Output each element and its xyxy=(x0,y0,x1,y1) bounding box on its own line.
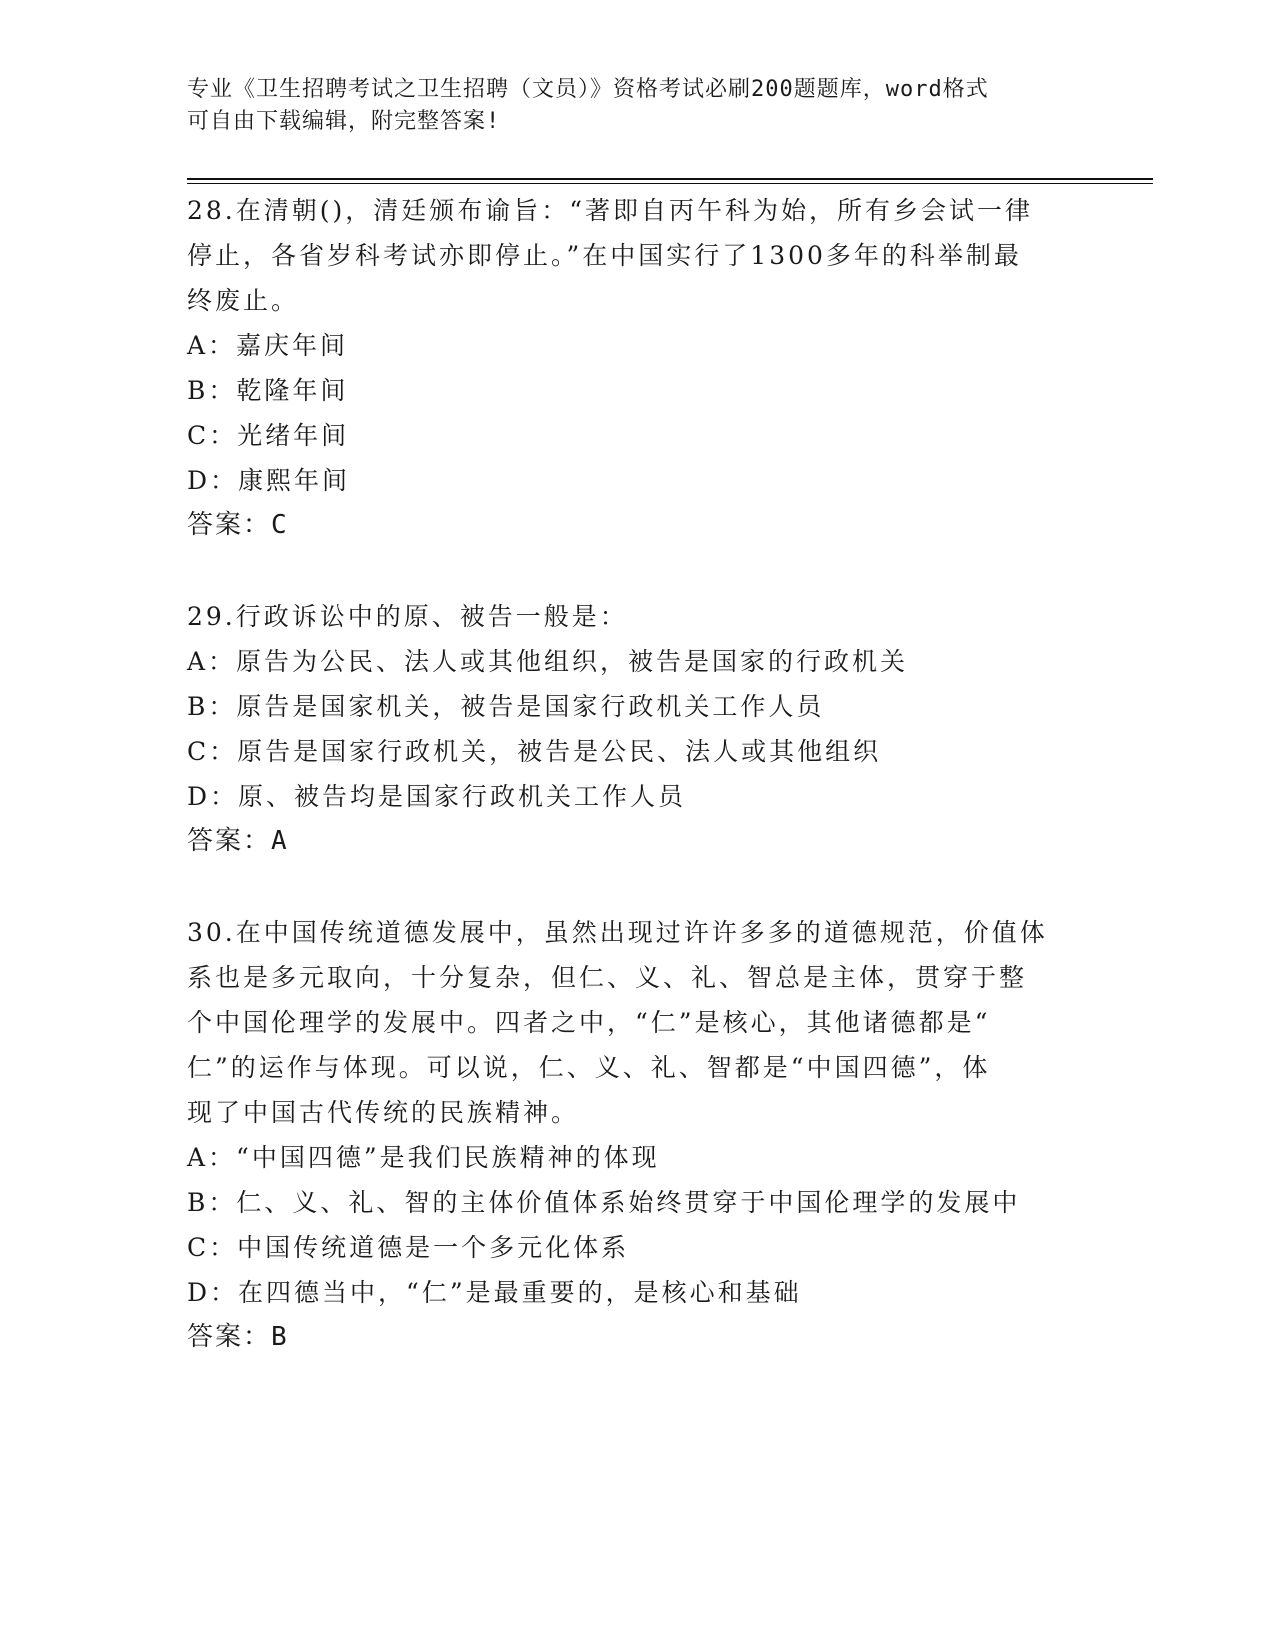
answer-line xyxy=(187,503,1087,548)
answer-label: 答案： xyxy=(187,826,272,856)
question-28 xyxy=(187,188,1087,548)
option-d: D：康熙年间 xyxy=(187,466,351,495)
header-rule-thick xyxy=(187,178,1153,180)
question-stem-line: 29.行政诉讼中的原、被告一般是： xyxy=(187,602,628,631)
header-line-2: 可自由下载编辑，附完整答案! xyxy=(187,109,501,134)
option-c: C：中国传统道德是一个多元化体系 xyxy=(187,1233,630,1262)
answer-line xyxy=(187,819,1087,864)
answer-label: 答案： xyxy=(187,510,272,540)
question-30 xyxy=(187,910,1087,1360)
option-a: A：原告为公民、法人或其他组织，被告是国家的行政机关 xyxy=(187,647,909,676)
question-stem-line: 仁”的运作与体现。可以说，仁、义、礼、智都是“中国四德”，体 xyxy=(187,1053,991,1082)
question-stem-line: 停止，各省岁科考试亦即停止。”在中国实行了1300多年的科举制最 xyxy=(187,241,1022,270)
option-d: D：在四德当中，“仁”是最重要的，是核心和基础 xyxy=(187,1278,802,1307)
question-stem-line: 30.在中国传统道德发展中，虽然出现过许许多多的道德规范，价值体 xyxy=(187,918,1048,947)
answer-value: A xyxy=(271,826,287,856)
header-rule-thin xyxy=(187,183,1153,184)
answer-label: 答案： xyxy=(187,1322,272,1352)
answer-value: B xyxy=(271,1322,287,1352)
option-d: D：原、被告均是国家行政机关工作人员 xyxy=(187,782,687,811)
question-stem-line: 个中国伦理学的发展中。四者之中，“仁”是核心，其他诸德都是“ xyxy=(187,1008,991,1037)
option-b: B：仁、义、礼、智的主体价值体系始终贯穿于中国伦理学的发展中 xyxy=(187,1188,1021,1217)
option-b: B：原告是国家机关，被告是国家行政机关工作人员 xyxy=(187,692,825,721)
document-header xyxy=(187,74,1067,138)
option-c: C：光绪年间 xyxy=(187,421,350,450)
option-a: A：“中国四德”是我们民族精神的体现 xyxy=(187,1143,660,1172)
header-line-1: 专业《卫生招聘考试之卫生招聘（文员）》资格考试必刷200题题库，word格式 xyxy=(187,77,989,102)
question-stem-line: 终废止。 xyxy=(187,286,300,315)
option-c: C：原告是国家行政机关，被告是公民、法人或其他组织 xyxy=(187,737,882,766)
answer-value: C xyxy=(271,510,287,540)
answer-line xyxy=(187,1315,1087,1360)
question-stem-line: 系也是多元取向，十分复杂，但仁、义、礼、智总是主体，贯穿于整 xyxy=(187,963,1028,992)
question-list xyxy=(187,188,1087,1406)
question-29 xyxy=(187,594,1087,864)
question-stem-line: 现了中国古代传统的民族精神。 xyxy=(187,1098,580,1127)
option-a: A：嘉庆年间 xyxy=(187,331,349,360)
question-stem-line: 28.在清朝()，清廷颁布谕旨：“著即自丙午科为始，所有乡会试一律 xyxy=(187,196,1034,225)
option-b: B：乾隆年间 xyxy=(187,376,349,405)
